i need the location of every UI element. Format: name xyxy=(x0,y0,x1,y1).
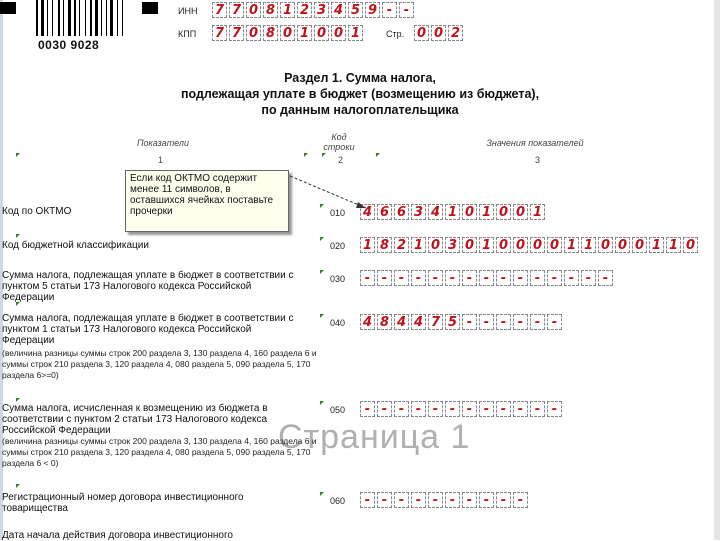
barcode-bar xyxy=(36,0,38,36)
digit-cell[interactable]: - xyxy=(428,401,443,417)
row-label-030: Сумма налога, подлежащая уплате в бюджет в соответствии с пунктом 5 статьи 173 Налогового кодекса Российской Федерации xyxy=(2,270,294,303)
digit-cell[interactable]: - xyxy=(479,492,494,508)
digit-cell[interactable]: - xyxy=(445,270,460,286)
column-number-2: 2 xyxy=(338,155,344,165)
digit-cell[interactable]: 7 xyxy=(229,25,244,41)
digit-cell[interactable]: - xyxy=(547,314,562,330)
digit-cell[interactable]: 0 xyxy=(530,237,545,253)
barcode-bar xyxy=(63,0,64,36)
digit-cell[interactable]: - xyxy=(360,492,375,508)
barcode-bar xyxy=(114,0,116,36)
digit-cell[interactable]: 0 xyxy=(632,237,647,253)
section-title-line1: Раздел 1. Сумма налога, xyxy=(284,71,436,85)
digit-cell[interactable]: 3 xyxy=(314,2,329,18)
digit-cell[interactable]: 0 xyxy=(513,204,528,220)
green-tick xyxy=(376,153,380,157)
section-title-line3: по данным налогоплательщика xyxy=(261,103,459,117)
digit-cell[interactable]: - xyxy=(462,401,477,417)
barcode-bar xyxy=(93,0,94,36)
row-note-040: (величина разницы суммы строк 200 раздела 3, 130 раздела 4, 160 раздела 6 и суммы строк 210 раздела 3, 120 раздела 4, 080 раздела 5, 090 раздела 5, 170 раздела 6>=0) xyxy=(2,348,317,380)
green-tick xyxy=(320,237,324,241)
digit-cell[interactable]: 1 xyxy=(581,237,596,253)
digit-cell[interactable]: - xyxy=(394,401,409,417)
digit-cell[interactable]: 8 xyxy=(263,25,278,41)
digit-cell[interactable]: 0 xyxy=(280,25,295,41)
digit-cell[interactable]: - xyxy=(411,270,426,286)
digit-cell[interactable]: - xyxy=(411,492,426,508)
row-030-field[interactable] xyxy=(360,270,615,286)
page-number-field[interactable] xyxy=(414,25,465,41)
digit-cell[interactable]: 0 xyxy=(414,25,429,41)
oktmo-tooltip: Если код ОКТМО содержит менее 11 символов, в оставшихся ячейках поставьте прочерки xyxy=(125,170,289,232)
digit-cell[interactable]: - xyxy=(428,270,443,286)
digit-cell[interactable]: 7 xyxy=(212,2,227,18)
barcode-bar xyxy=(81,0,84,36)
digit-cell[interactable]: 1 xyxy=(360,237,375,253)
barcode-bar xyxy=(124,0,127,36)
digit-cell[interactable]: 0 xyxy=(246,25,261,41)
digit-cell[interactable]: - xyxy=(530,314,545,330)
green-tick xyxy=(16,153,20,157)
row-note-050: (величина разницы суммы строк 200 раздела 3, 130 раздела 4, 160 раздела 6 и суммы строк 210 раздела 3, 120 раздела 4, 080 раздела 5, 090 раздела 5, 170 раздела 6 < 0) xyxy=(2,436,317,468)
digit-cell[interactable]: - xyxy=(496,314,511,330)
barcode-bar xyxy=(122,0,123,36)
digit-cell[interactable]: - xyxy=(382,2,397,18)
digit-cell[interactable]: 0 xyxy=(513,237,528,253)
barcode-bar xyxy=(103,0,105,36)
digit-cell[interactable]: 1 xyxy=(666,237,681,253)
digit-cell[interactable]: - xyxy=(530,270,545,286)
digit-cell[interactable]: 0 xyxy=(431,25,446,41)
tooltip-pointer-arrow xyxy=(288,170,378,220)
barcode-bar xyxy=(58,0,60,36)
row-050-field[interactable] xyxy=(360,401,564,417)
barcode-bar xyxy=(85,0,86,36)
green-tick xyxy=(16,302,20,306)
green-tick xyxy=(320,401,324,405)
barcode-bar xyxy=(49,0,51,36)
row-code-060: 060 xyxy=(330,496,346,506)
row-label-060: Регистрационный номер договора инвестиционного товарищества xyxy=(2,492,244,514)
barcode-bar xyxy=(101,0,102,36)
barcode-bar xyxy=(47,0,48,36)
barcode-bar xyxy=(72,0,73,36)
digit-cell[interactable]: - xyxy=(377,270,392,286)
row-code-040: 040 xyxy=(330,318,346,328)
row-code-030: 030 xyxy=(330,274,346,284)
row-060-field[interactable] xyxy=(360,492,530,508)
digit-cell[interactable]: 4 xyxy=(394,314,409,330)
digit-cell[interactable]: - xyxy=(513,270,528,286)
digit-cell[interactable]: - xyxy=(462,270,477,286)
barcode-bar xyxy=(119,0,121,36)
digit-cell[interactable]: 0 xyxy=(331,25,346,41)
digit-cell[interactable]: - xyxy=(496,492,511,508)
section-title-line2: подлежащая уплате в бюджет (возмещению из бюджета), xyxy=(180,87,540,101)
barcode-bar xyxy=(77,0,78,36)
digit-cell[interactable]: - xyxy=(394,270,409,286)
digit-cell[interactable]: 1 xyxy=(564,237,579,253)
digit-cell[interactable]: - xyxy=(399,2,414,18)
digit-cell[interactable]: 1 xyxy=(297,25,312,41)
digit-cell[interactable]: - xyxy=(377,492,392,508)
digit-cell[interactable]: 1 xyxy=(479,237,494,253)
page-label: Стр. xyxy=(386,29,405,39)
digit-cell[interactable]: - xyxy=(479,401,494,417)
digit-cell[interactable]: 3 xyxy=(411,204,426,220)
digit-cell[interactable]: 1 xyxy=(411,237,426,253)
green-tick xyxy=(320,270,324,274)
row-label-050: Сумма налога, исчисленная к возмещению из бюджета в соответствии с пунктом 2 статьи 173 Налогового кодекса Российской Федерации xyxy=(2,403,268,436)
digit-cell[interactable]: 7 xyxy=(229,2,244,18)
digit-cell[interactable]: - xyxy=(462,314,477,330)
digit-cell[interactable]: 0 xyxy=(428,237,443,253)
digit-cell[interactable]: - xyxy=(462,492,477,508)
digit-cell[interactable]: 8 xyxy=(377,237,392,253)
barcode-bar xyxy=(45,0,46,36)
digit-cell[interactable]: 8 xyxy=(263,2,278,18)
digit-cell[interactable]: - xyxy=(411,401,426,417)
digit-cell[interactable]: - xyxy=(598,270,613,286)
digit-cell[interactable]: 4 xyxy=(331,2,346,18)
barcode-bar xyxy=(39,0,40,36)
digit-cell[interactable]: 2 xyxy=(394,237,409,253)
green-tick xyxy=(16,484,20,488)
barcode-bar xyxy=(95,0,98,36)
column-header-indicators: Показатели xyxy=(137,138,189,148)
column-header-code xyxy=(312,132,366,152)
barcode-bar xyxy=(74,0,76,36)
kbk-field[interactable] xyxy=(360,237,700,253)
row-label-040: Сумма налога, подлежащая уплате в бюджет в соответствии с пунктом 1 статьи 173 Налогового кодекса Российской Федерации xyxy=(2,313,294,346)
green-tick xyxy=(320,492,324,496)
column-header-code-line2: строки xyxy=(323,142,355,152)
digit-cell[interactable]: 0 xyxy=(615,237,630,253)
digit-cell[interactable]: - xyxy=(360,401,375,417)
barcode-bar xyxy=(61,0,62,36)
digit-cell[interactable]: 6 xyxy=(377,204,392,220)
barcode-bar xyxy=(106,0,107,36)
digit-cell[interactable]: - xyxy=(479,314,494,330)
digit-cell[interactable]: - xyxy=(513,314,528,330)
digit-cell[interactable]: 4 xyxy=(360,204,375,220)
digit-cell[interactable]: 4 xyxy=(360,314,375,330)
digit-cell[interactable]: - xyxy=(547,401,562,417)
barcode-bar xyxy=(65,0,67,36)
digit-cell[interactable]: - xyxy=(445,401,460,417)
oktmo-field[interactable] xyxy=(360,204,547,220)
row-code-050: 050 xyxy=(330,405,346,415)
page-watermark: Страница 1 xyxy=(278,418,471,456)
digit-cell[interactable]: 6 xyxy=(394,204,409,220)
digit-cell[interactable]: 7 xyxy=(428,314,443,330)
digit-cell[interactable]: - xyxy=(530,401,545,417)
row-label-070: Дата начала действия договора инвестиционного xyxy=(2,530,233,541)
green-tick xyxy=(304,153,308,157)
green-tick xyxy=(322,153,326,157)
digit-cell[interactable]: - xyxy=(428,492,443,508)
row-label-oktmo: Код по ОКТМО xyxy=(2,206,72,217)
green-tick xyxy=(320,314,324,318)
digit-cell[interactable]: 1 xyxy=(649,237,664,253)
inn-field[interactable] xyxy=(212,2,416,18)
barcode xyxy=(36,0,130,36)
digit-cell[interactable]: - xyxy=(479,270,494,286)
barcode-bar xyxy=(90,0,92,36)
digit-cell[interactable]: - xyxy=(564,270,579,286)
digit-cell[interactable]: - xyxy=(394,492,409,508)
column-header-code-line1: Код xyxy=(331,132,347,142)
barcode-bar xyxy=(41,0,44,36)
corner-marker-left xyxy=(0,2,16,14)
digit-cell[interactable]: - xyxy=(496,270,511,286)
row-code-010: 010 xyxy=(330,208,346,218)
digit-cell[interactable]: 0 xyxy=(246,2,261,18)
digit-cell[interactable]: 0 xyxy=(547,237,562,253)
kpp-field[interactable] xyxy=(212,25,365,41)
digit-cell[interactable]: - xyxy=(360,270,375,286)
barcode-bar xyxy=(54,0,57,36)
digit-cell[interactable]: 0 xyxy=(683,237,698,253)
digit-cell[interactable]: 1 xyxy=(280,2,295,18)
digit-cell[interactable]: - xyxy=(377,401,392,417)
digit-cell[interactable]: 1 xyxy=(479,204,494,220)
barcode-bar xyxy=(110,0,113,36)
row-code-020: 020 xyxy=(330,241,346,251)
digit-cell[interactable]: 8 xyxy=(377,314,392,330)
digit-cell[interactable]: 5 xyxy=(348,2,363,18)
kpp-label: КПП xyxy=(178,29,197,39)
corner-marker-right xyxy=(142,2,158,14)
green-tick xyxy=(16,234,20,238)
digit-cell[interactable]: - xyxy=(513,492,528,508)
column-number-3: 3 xyxy=(535,155,541,165)
digit-cell[interactable]: 0 xyxy=(496,204,511,220)
barcode-number: 0030 9028 xyxy=(38,38,100,52)
barcode-bar xyxy=(79,0,80,36)
barcode-bar xyxy=(99,0,100,36)
digit-cell[interactable]: - xyxy=(513,401,528,417)
digit-cell[interactable]: 0 xyxy=(314,25,329,41)
digit-cell[interactable]: 0 xyxy=(496,237,511,253)
digit-cell[interactable]: 0 xyxy=(462,204,477,220)
digit-cell[interactable]: - xyxy=(445,492,460,508)
digit-cell[interactable]: 2 xyxy=(297,2,312,18)
barcode-bar xyxy=(52,0,53,36)
digit-cell[interactable]: 1 xyxy=(348,25,363,41)
digit-cell[interactable]: 2 xyxy=(448,25,463,41)
green-tick xyxy=(16,398,20,402)
row-label-kbk: Код бюджетной классификации xyxy=(2,240,149,251)
digit-cell[interactable]: 4 xyxy=(411,314,426,330)
barcode-bar xyxy=(68,0,71,36)
digit-cell[interactable]: 5 xyxy=(445,314,460,330)
digit-cell[interactable]: - xyxy=(581,270,596,286)
digit-cell[interactable]: 9 xyxy=(365,2,380,18)
digit-cell[interactable]: 1 xyxy=(445,204,460,220)
digit-cell[interactable]: - xyxy=(547,270,562,286)
barcode-bar xyxy=(108,0,109,36)
digit-cell[interactable]: 4 xyxy=(428,204,443,220)
digit-cell[interactable]: - xyxy=(496,401,511,417)
digit-cell[interactable]: 0 xyxy=(462,237,477,253)
row-040-field[interactable] xyxy=(360,314,564,330)
digit-cell[interactable]: 7 xyxy=(212,25,227,41)
digit-cell[interactable]: 3 xyxy=(445,237,460,253)
inn-label: ИНН xyxy=(178,6,198,16)
digit-cell[interactable]: 0 xyxy=(598,237,613,253)
column-header-values: Значения показателей xyxy=(486,138,584,148)
column-number-1: 1 xyxy=(158,155,164,165)
digit-cell[interactable]: 1 xyxy=(530,204,545,220)
barcode-bar xyxy=(117,0,118,36)
barcode-bar xyxy=(87,0,89,36)
